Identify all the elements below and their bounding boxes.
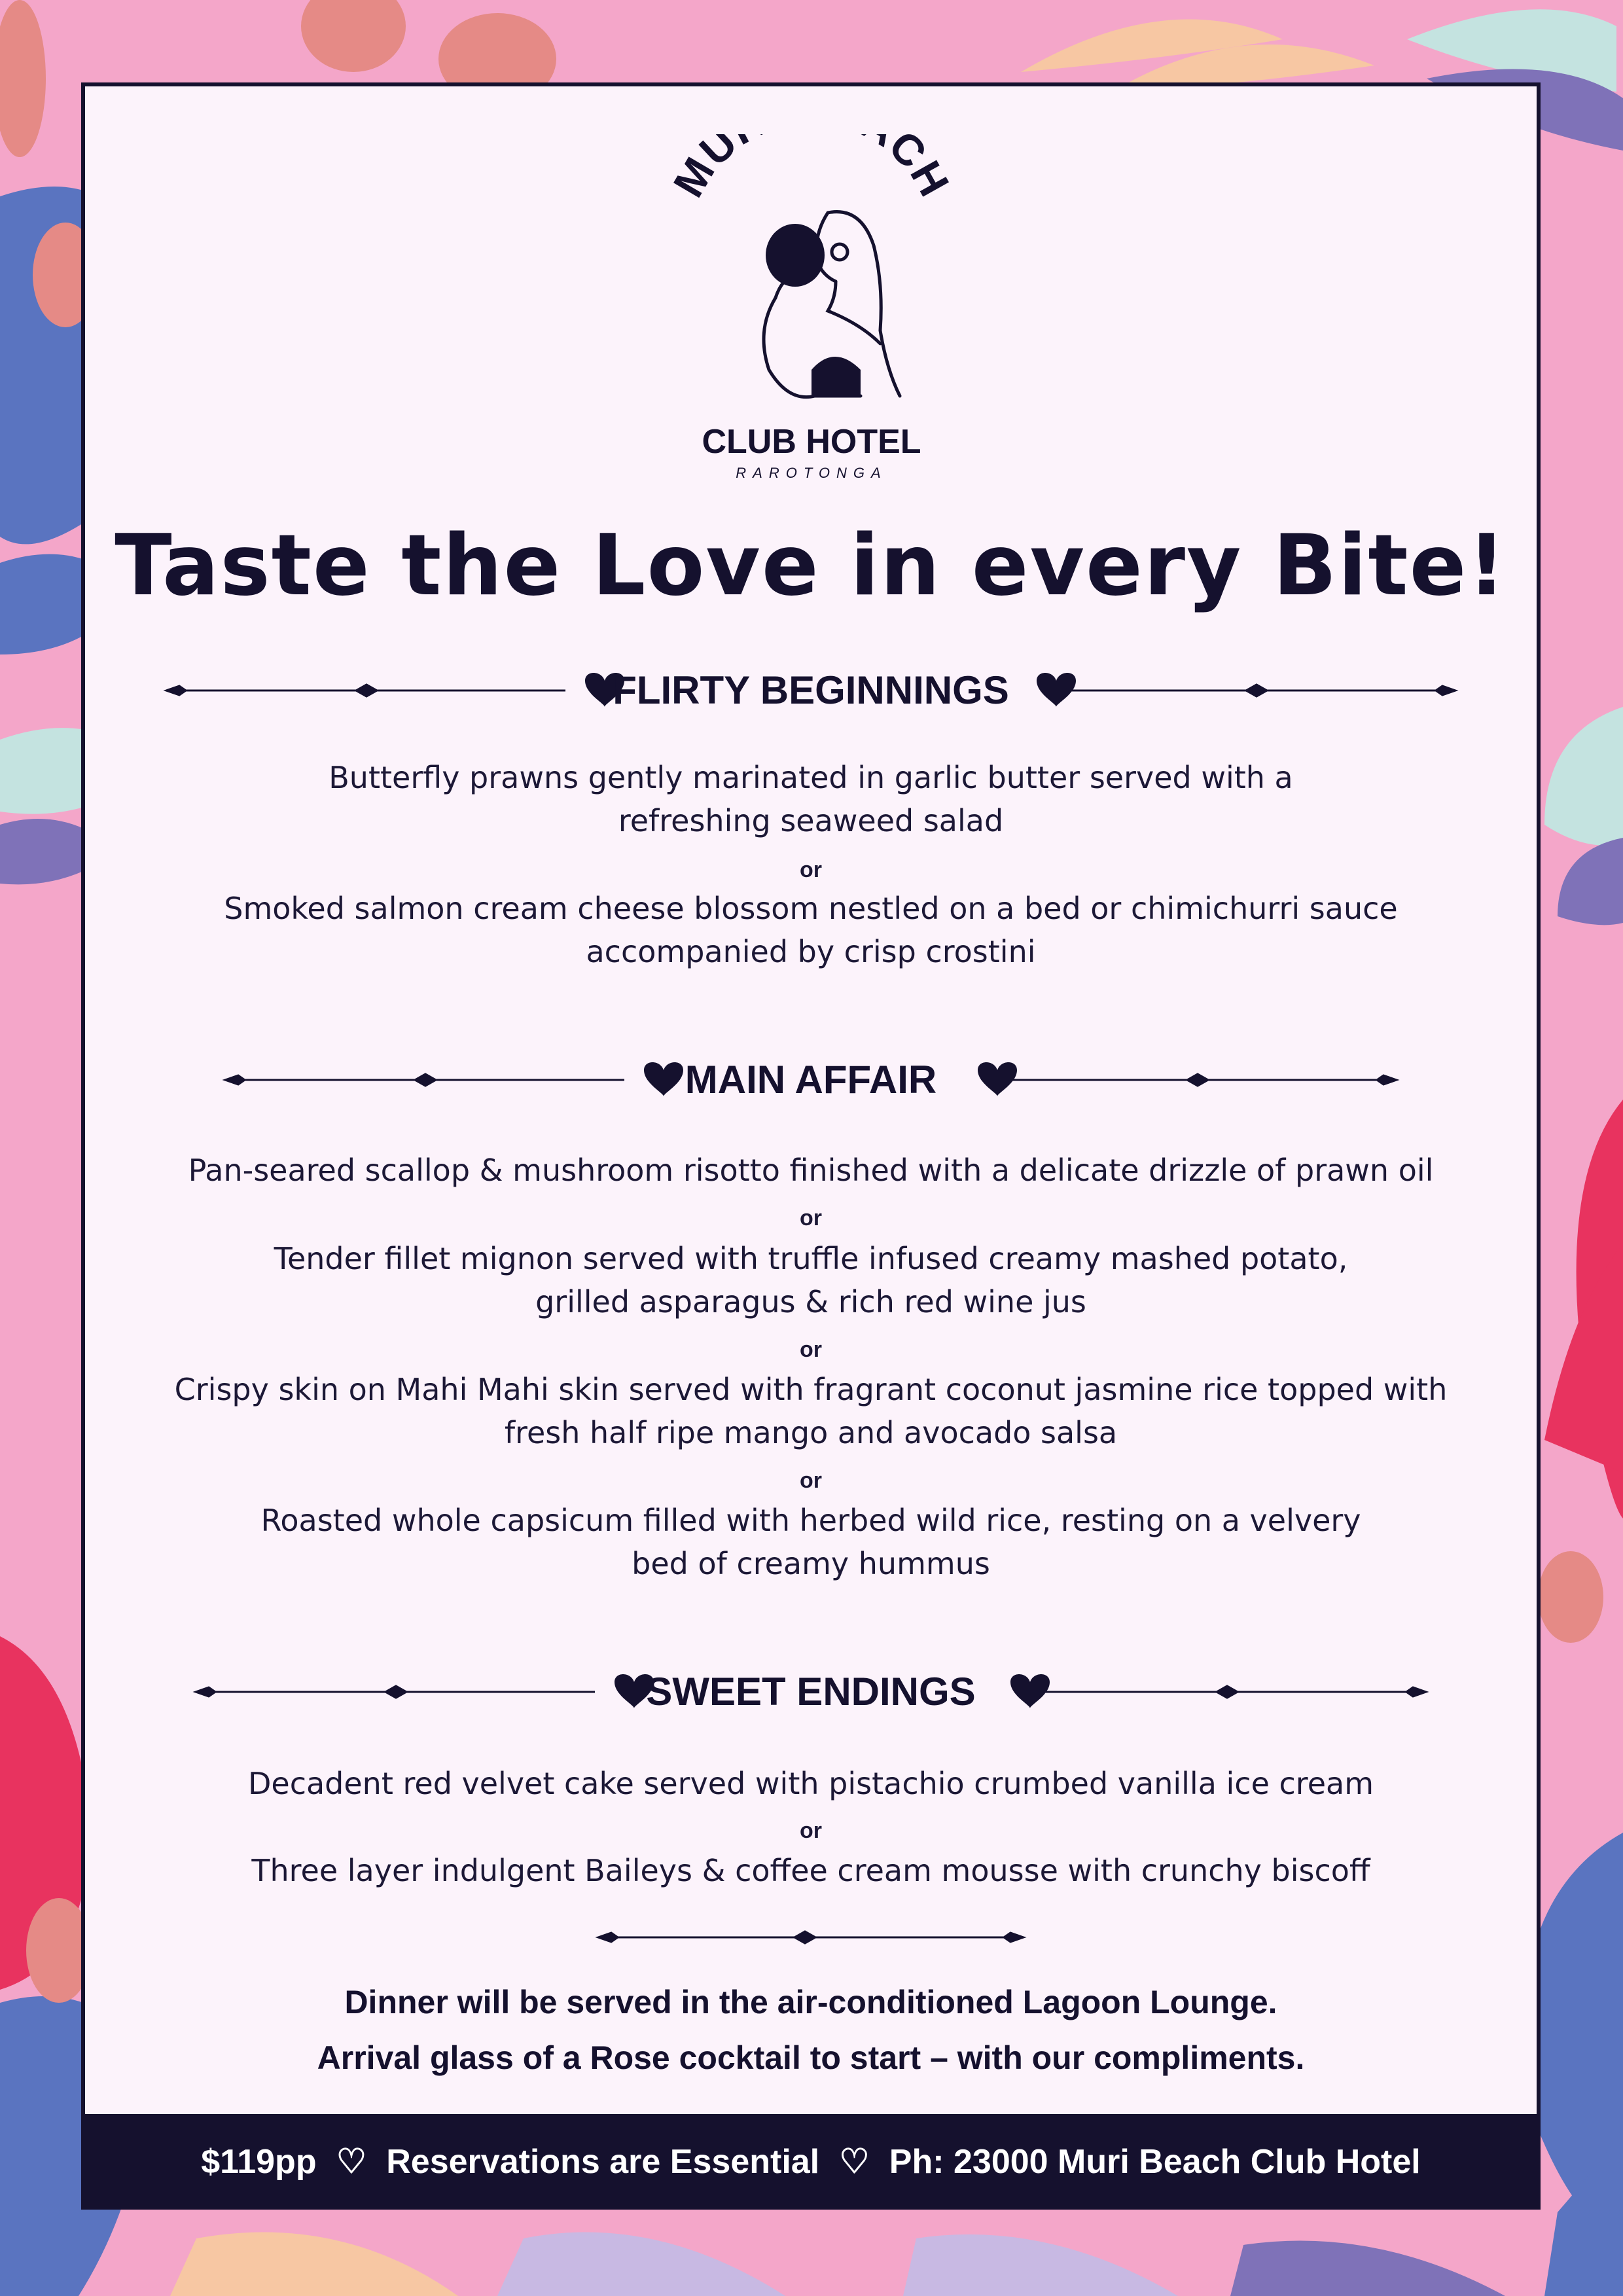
hotel-logo-illustration: [664, 134, 959, 422]
note-arrival-drink: Arrival glass of a Rose cocktail to start – with our compliments.: [317, 2039, 1305, 2076]
footer-bar: [81, 2114, 1541, 2210]
phone-text: Ph: 23000 Muri Beach Club Hotel: [889, 2143, 1421, 2181]
or-separator: or: [800, 1818, 822, 1843]
price-text: $119pp: [201, 2143, 317, 2181]
note-venue: Dinner will be served in the air-conditioned Lagoon Lounge.: [344, 1984, 1277, 2020]
dish-item: Roasted whole capsicum filled with herbed wild rice, resting on a velvery bed of creamy hummus: [260, 1503, 1361, 1581]
logo-location-text: RAROTONGA: [736, 465, 887, 481]
heart-outline-icon: ♡: [336, 2143, 367, 2181]
closing-ornament-divider: [81, 1924, 1541, 1950]
section-divider-sweet-endings: [81, 1662, 1541, 1721]
muri-beach-logo: [664, 134, 959, 501]
or-separator: or: [800, 1206, 822, 1230]
section-heading: SWEET ENDINGS: [646, 1670, 976, 1713]
dish-item: Pan-seared scallop & mushroom risotto finished with a delicate drizzle of prawn oil: [188, 1153, 1434, 1188]
section-divider-main-affair: [81, 1050, 1541, 1109]
dish-item: Three layer indulgent Baileys & coffee cream mousse with crunchy biscoff: [251, 1853, 1370, 1888]
dish-item: Smoked salmon cream cheese blossom nestled on a bed or chimichurri sauce accompanied by crisp crostini: [224, 891, 1398, 969]
or-separator: or: [800, 857, 822, 882]
dish-item: Butterfly prawns gently marinated in garlic butter served with a refreshing seaweed salad: [329, 760, 1293, 838]
logo-top-text: MU CH: [664, 134, 959, 206]
section-divider-flirty-beginnings: [81, 661, 1541, 720]
or-separator: or: [800, 1337, 822, 1362]
heart-outline-icon: ♡: [839, 2143, 870, 2181]
reservations-text: Reservations are Essential: [386, 2143, 820, 2181]
menu-headline: Taste the Love in every Bite!: [115, 517, 1507, 615]
dish-item: Crispy skin on Mahi Mahi skin served with fragrant coconut jasmine rice topped with fresh half ripe mango and avocado salsa: [174, 1372, 1448, 1450]
or-separator: or: [800, 1468, 822, 1493]
section-heading: MAIN AFFAIR: [685, 1058, 937, 1102]
svg-text:MURI BEACH: [664, 134, 959, 205]
dish-item: Tender fillet mignon served with truffle infused creamy mashed potato, grilled asparagus & rich red wine jus: [274, 1241, 1348, 1319]
logo-bottom-text: CLUB HOTEL: [702, 423, 921, 461]
section-heading: FLIRTY BEGINNINGS: [613, 668, 1009, 712]
dish-item: Decadent red velvet cake served with pistachio crumbed vanilla ice cream: [247, 1766, 1374, 1801]
